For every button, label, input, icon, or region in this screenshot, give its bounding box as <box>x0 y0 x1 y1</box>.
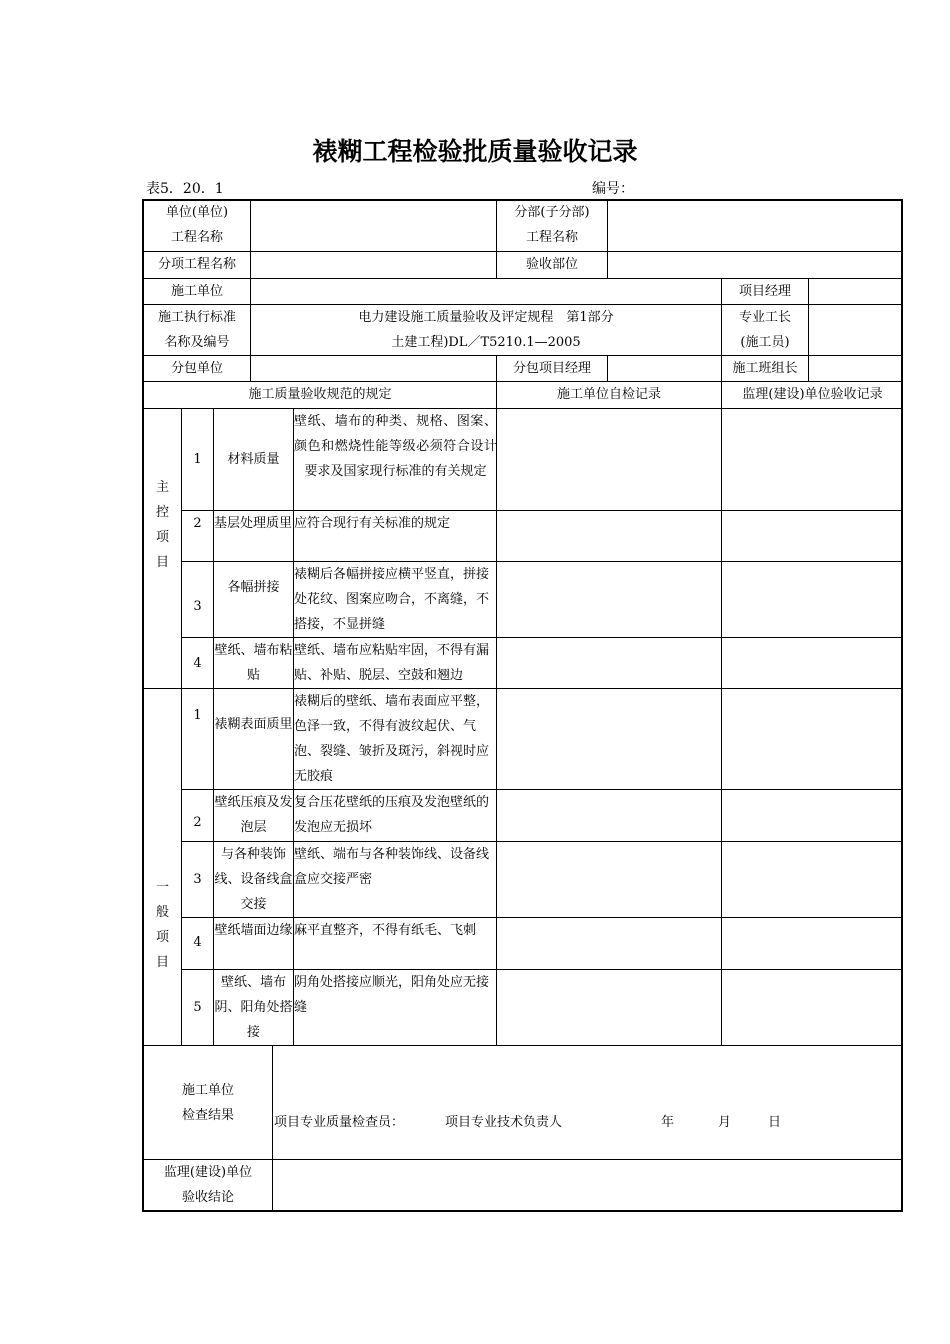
quality-inspector-label: 项目专业质量检查员： <box>274 1115 405 1130</box>
item-number: 2 <box>193 815 202 830</box>
item-number: 1 <box>193 708 202 723</box>
item-requirement: 阴角处搭接应顺光，阳角处应无接缝 <box>294 975 490 1015</box>
item-requirement: 裱糊后各幅拼接应横平竖直，拼接处花纹、图案应吻合，不离缝，不搭接，不显拼缝 <box>294 567 490 632</box>
item-name: 壁纸墙面边缘 <box>214 923 293 938</box>
sub-pm-label: 分包项目经理 <box>512 361 591 376</box>
item-number: 2 <box>193 516 202 531</box>
item-name: 壁纸、墙布粘贴 <box>214 643 293 683</box>
item-name: 基层处理质里 <box>214 516 293 531</box>
day-label: 日 <box>768 1115 782 1130</box>
item-requirement: 壁纸、墙布的种类、规格、图案、颜色和燃烧性能等级必须符合设计要求及国家现行标准的有关规定 <box>294 414 497 479</box>
item-number: 1 <box>193 452 202 467</box>
rule <box>808 278 809 382</box>
self-check-column-header: 施工单位自检记录 <box>556 387 661 402</box>
rule <box>607 199 608 279</box>
tech-lead-label: 项目专业技术负责人 <box>445 1115 563 1130</box>
sub-item-label: 分项工程名称 <box>157 257 236 272</box>
team-leader-label: 施工班组长 <box>732 361 798 376</box>
general-label: 一 般 项 目 <box>155 880 169 970</box>
standard-label: 施工执行标准 名称及编号 <box>157 310 236 350</box>
item-name: 材料质量 <box>227 452 280 467</box>
item-name: 裱糊表面质里 <box>214 717 293 732</box>
spec-column-header: 施工质量验收规范的规定 <box>248 387 392 402</box>
rule <box>272 1045 273 1212</box>
item-name: 各幅拼接 <box>227 580 280 595</box>
table-number: 表5．20．1 <box>146 181 224 197</box>
item-requirement: 复合压花壁纸的压痕及发泡壁纸的发泡应无损坏 <box>294 795 490 835</box>
subcontractor-label: 分包单位 <box>170 361 223 376</box>
rule <box>142 688 903 689</box>
item-requirement: 应符合现行有关标准的规定 <box>294 516 451 531</box>
item-number: 3 <box>193 598 202 614</box>
item-requirement: 壁纸、端布与各种装饰线、设备线盒应交接严密 <box>294 847 490 887</box>
standard-value: 电力建设施工质量验收及评定规程 第1部分 土建工程)DL／T5210.1—2005 <box>358 310 614 350</box>
item-requirement: 麻平直整齐，不得有纸毛、飞刺 <box>294 923 477 938</box>
item-requirement: 壁纸、墙布应粘贴牢固，不得有漏贴、补贴、脱层、空鼓和翘边 <box>294 643 490 683</box>
sub-division-label: 分部(子分部) 工程名称 <box>514 205 590 245</box>
rule <box>142 1045 903 1046</box>
item-name: 壁纸压痕及发泡层 <box>214 795 293 835</box>
project-manager-label: 项目经理 <box>738 284 791 299</box>
acceptance-part-label: 验收部位 <box>525 257 578 272</box>
month-label: 月 <box>718 1115 732 1130</box>
year-label: 年 <box>661 1115 675 1130</box>
item-name: 与各种装饰线、设备线盒交接 <box>214 847 293 912</box>
item-number: 4 <box>193 655 202 671</box>
foreman-label: 专业工长 (施工员) <box>738 310 791 350</box>
page-title: 裱糊工程检验批质量验收记录 <box>312 137 638 166</box>
main-control-label: 主 控 项 目 <box>155 480 169 570</box>
check-result-label: 施工单位 检查结果 <box>181 1083 234 1123</box>
item-number: 4 <box>193 935 202 950</box>
item-number: 5 <box>193 1000 202 1015</box>
rule <box>181 561 903 562</box>
supervision-column-header: 监理(建设)单位验收记录 <box>742 387 883 402</box>
supervision-conclusion-label: 监理(建设)单位 验收结论 <box>163 1165 253 1205</box>
rule <box>721 381 722 1046</box>
rule <box>607 355 608 382</box>
item-requirement: 裱糊后的壁纸、墙布表面应平整，色泽一致，不得有波纹起伏、气泡、裂缝、皱折及斑污，斜视时应无胶痕 <box>294 694 490 784</box>
item-name: 壁纸、墙布阴、阳角处搭接 <box>214 975 293 1040</box>
item-number: 3 <box>193 872 202 887</box>
unit-project-label: 单位(单位) 工程名称 <box>165 205 229 245</box>
number-label: 编号： <box>592 181 634 197</box>
construction-unit-label: 施工单位 <box>170 284 223 299</box>
